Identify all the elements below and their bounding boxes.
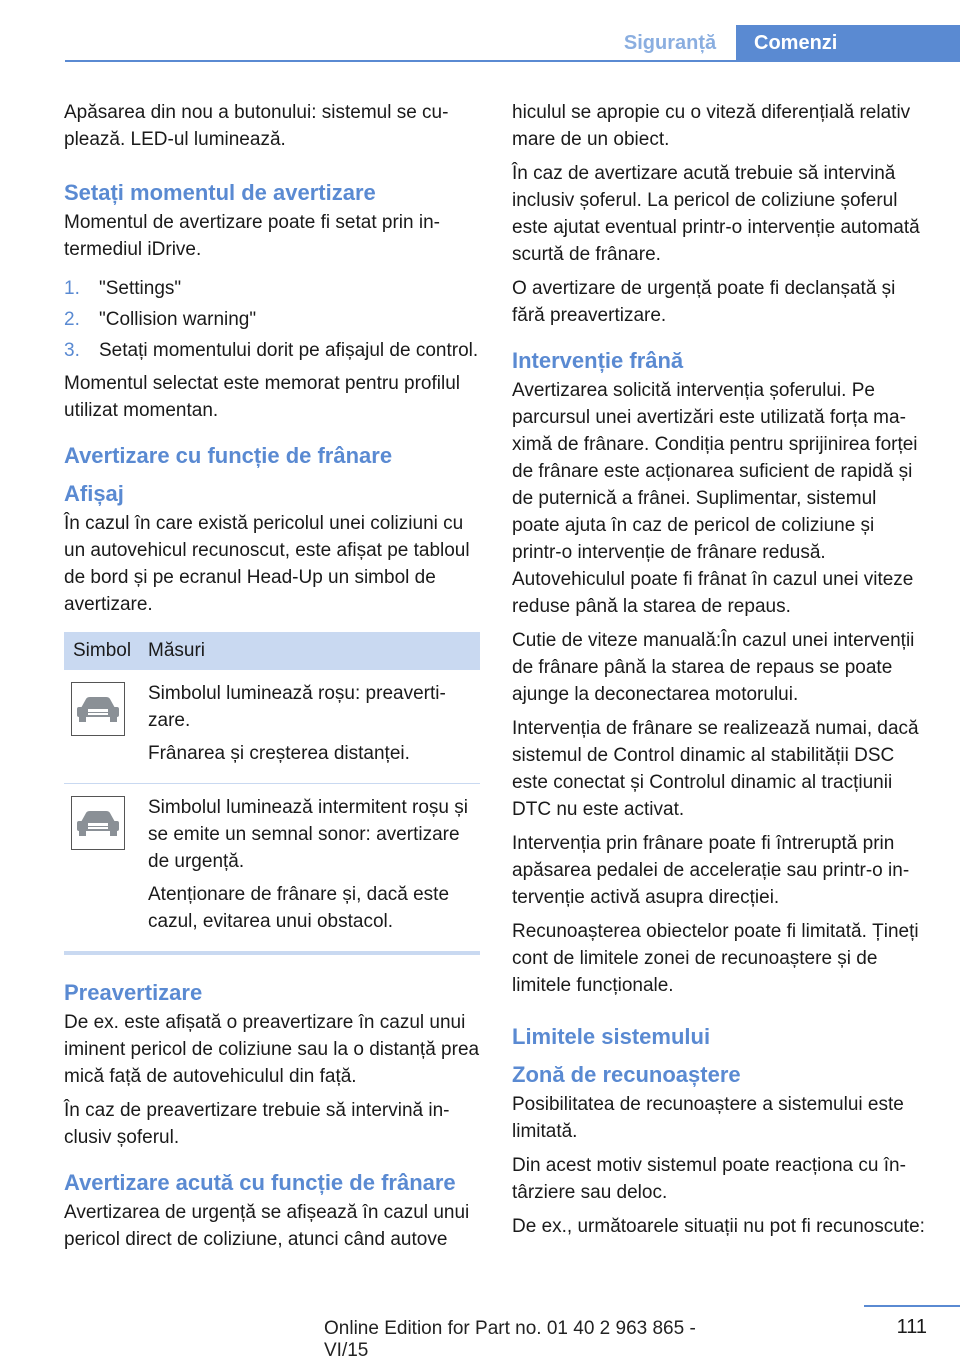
list-item [64, 337, 480, 364]
measure-text: Atenționare de frânare și, dacă este cazul, evitarea unui obstacol. [148, 884, 450, 932]
prewarning-text-1: De ex. este afișată o preavertizare în cazul unui iminent pericol de coliziune sau la o distanță prea mică față de autovehiculul din față. [64, 1012, 480, 1087]
step-text: Setați momentului dorit pe afișajul de control. [99, 340, 479, 361]
right-column [512, 99, 928, 1247]
tab-comenzi[interactable]: Comenzi [736, 25, 960, 62]
heading-prewarning: Preavertizare [64, 980, 203, 1005]
edition-footer: Online Edition for Part no. 01 40 2 963 865 - VI/15 [324, 1318, 696, 1361]
right-paragraph-7: Intervenția prin frânare poate fi întreruptă prin apăsarea pedalei de accelerație sau printr-o intervenție activă asupra direcției. [512, 833, 910, 908]
footer-rule [864, 1305, 960, 1307]
left-column [64, 99, 480, 1260]
list-item [64, 306, 480, 333]
acute-warning-text: Avertizarea de urgență se afișează în cazul unui pericol direct de coliziune, atunci când autove [64, 1202, 470, 1250]
heading-display: Afișaj [64, 481, 124, 506]
heading-brake-intervention: Intervenție frână [512, 348, 684, 373]
prewarning-text-2: În caz de preavertizare trebuie să intervină inclusiv șoferul. [64, 1100, 450, 1148]
right-paragraph-1: hiculul se apropie cu o viteză diferențială relativ mare de un obiect. [512, 102, 911, 150]
right-paragraph-3: O avertizare de urgență poate fi declanșată și fără preavertizare. [512, 278, 896, 326]
right-paragraph-8: Recunoașterea obiectelor poate fi limitată. Țineți cont de limitele zonei de recunoaștere și de limitele funcționale. [512, 921, 919, 996]
symbols-table [64, 632, 480, 955]
right-paragraph-4: Avertizarea solicită intervenția șoferului. Pe parcursul unei avertizări este utilizată forța maximă de frânare. Condiția pentru sprijinirea forței de frânare este acționarea suficient de rapidă și de puternică a frânei. Suplimentar, sistemul poate ajuta în caz de pericol de coliziune și printr-o intervenție de frânare redusă. Autovehiculul poate fi frânat în cazul unei viteze reduse până la starea de repaus. [512, 380, 918, 617]
step-number: 2. [64, 309, 80, 330]
right-paragraph-11: De ex., următoarele situații nu pot fi recunoscute: [512, 1216, 925, 1237]
measure-text: Simbolul luminează intermitent roșu și se emite un semnal sonor: avertizare de urgență. [148, 797, 468, 872]
heading-set-warning-time: Setați momentul de avertizare [64, 180, 376, 205]
steps-list [64, 275, 480, 364]
measure-text: Simbolul luminează roșu: preavertizare. [148, 683, 446, 731]
table-row [64, 670, 480, 784]
right-paragraph-2: În caz de avertizare acută trebuie să intervină inclusiv șoferul. La pericol de coliziune șoferul este ajutat eventual printr-o intervenție automată scurtă de frânare. [512, 163, 920, 265]
column-header-symbol: Simbol [73, 640, 132, 661]
heading-system-limits: Limitele sistemului [512, 1024, 711, 1049]
display-text: În cazul în care există pericolul unei coliziuni cu un autovehicul recunoscut, este afișat pe tabloul de bord și pe ecranul Head-Up un simbol de avertizare. [64, 513, 470, 615]
list-item [64, 275, 480, 302]
measure-text: Frânarea și creșterea distanței. [148, 743, 410, 764]
intro-paragraph: Apăsarea din nou a butonului: sistemul se cuplează. LED-ul luminează. [64, 102, 449, 150]
step-text: "Collision warning" [99, 309, 257, 330]
right-paragraph-9: Posibilitatea de recunoaștere a sistemului este limitată. [512, 1094, 904, 1142]
table-header [64, 632, 480, 670]
tab-siguranta[interactable]: Siguranță [623, 32, 717, 54]
step-text: "Settings" [99, 278, 182, 299]
step-number: 1. [64, 278, 80, 299]
right-paragraph-10: Din acest motiv sistemul poate reacționa cu întârziere sau deloc. [512, 1155, 906, 1203]
heading-brake-warning: Avertizare cu funcție de frânare [64, 443, 393, 468]
right-paragraph-5: Cutie de viteze manuală:În cazul unei intervenții de frânare până la starea de repaus se poate ajunge la deconectarea motorului. [512, 630, 915, 705]
page-number: 111 [896, 1316, 927, 1338]
column-header-measures: Măsuri [148, 640, 206, 661]
heading-detection-zone: Zonă de recunoaștere [512, 1062, 741, 1087]
step-number: 3. [64, 340, 80, 361]
car-warning-icon [71, 682, 125, 736]
set-warning-text: Momentul de avertizare poate fi setat prin intermediul iDrive. [64, 212, 440, 260]
right-paragraph-6: Intervenția de frânare se realizează numai, dacă sistemul de Control dinamic al stabilității DSC este conectat și Controlul dinamic al tracțiunii DTC nu este activat. [512, 718, 919, 820]
heading-acute-warning: Avertizare acută cu funcție de frânare [64, 1170, 456, 1195]
stored-setting-text: Momentul selectat este memorat pentru profilul utilizat momentan. [64, 373, 461, 421]
car-warning-flashing-icon [71, 796, 125, 850]
table-row [64, 784, 480, 951]
